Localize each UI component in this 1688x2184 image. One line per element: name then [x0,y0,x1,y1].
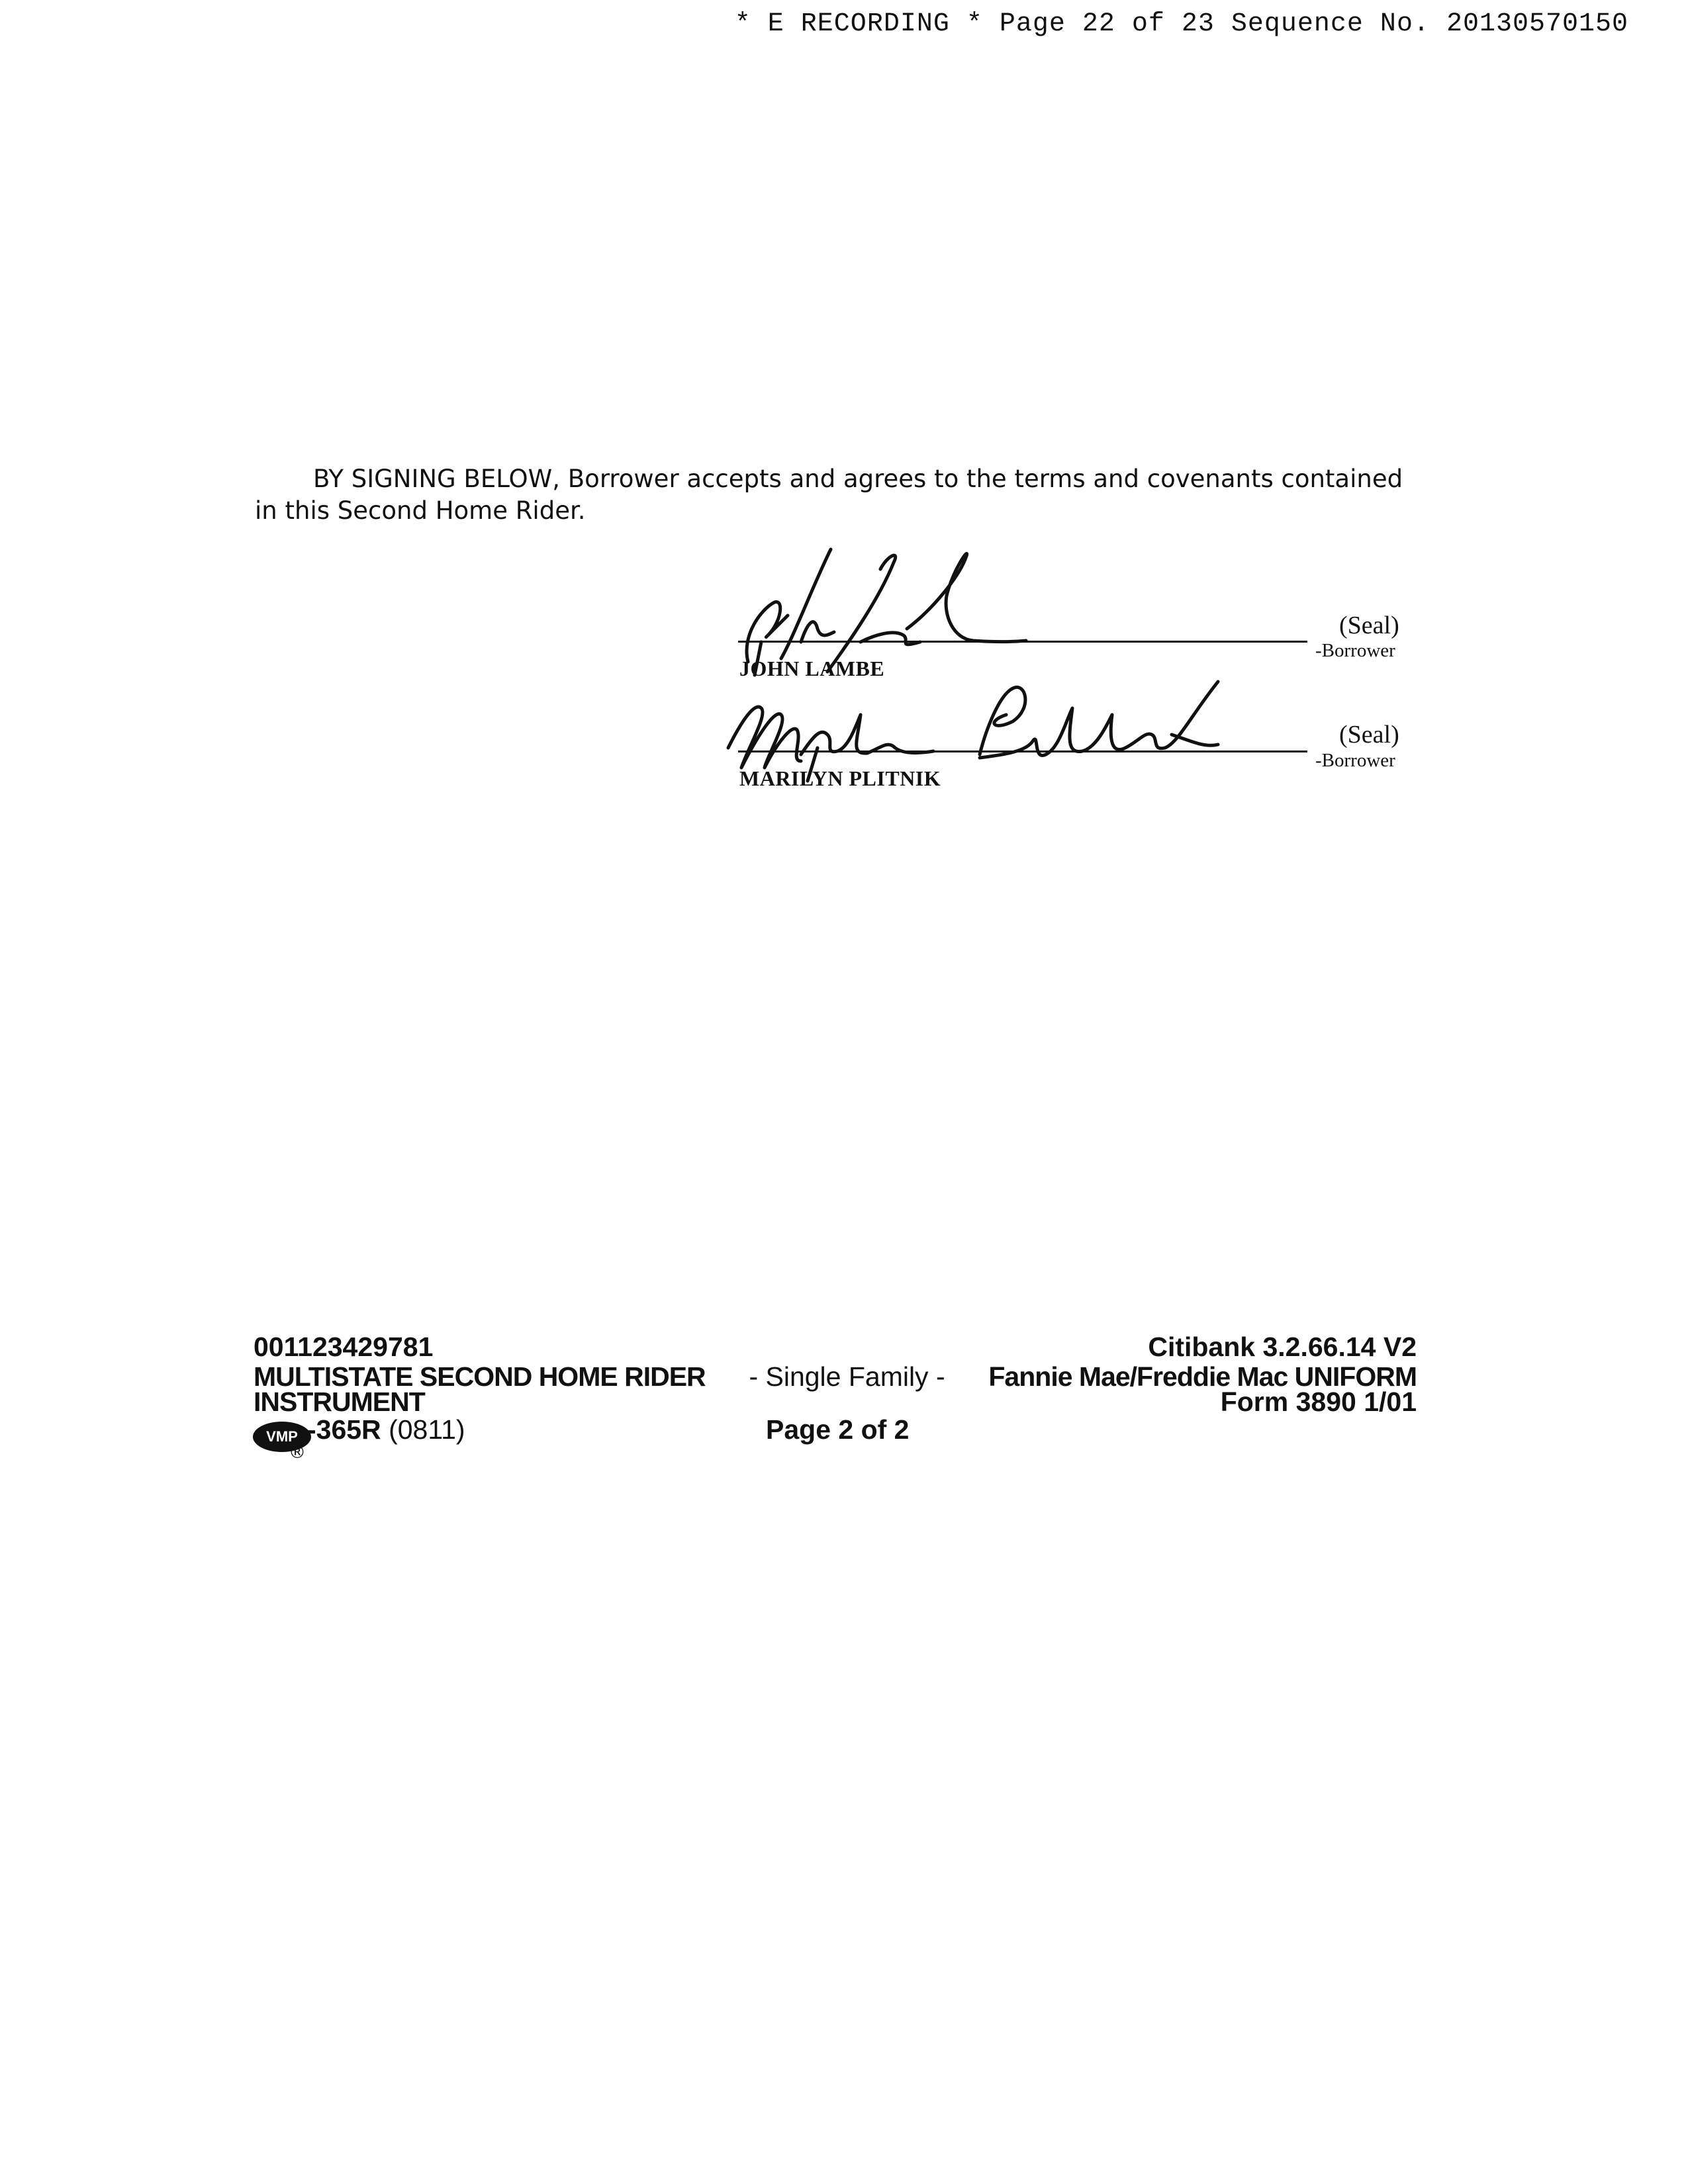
form-date: (0811) [389,1414,465,1445]
form-title-tail: Fannie Mae/Freddie Mac UNIFORM [988,1361,1417,1392]
registered-mark: ® [289,1443,306,1463]
vmp-logo-text: VMP [266,1428,298,1445]
form-code-line [307,1414,465,1445]
page-label: Page 2 of 2 [766,1414,910,1445]
signing-text: Borrower accepts and agrees to the terms and covenants contained in this Second Home Rider. [255,465,1403,525]
form-title-mid: - Single Family - [749,1361,945,1392]
signature-line-john [738,641,1307,643]
signer-name-marilyn: MARILYN PLITNIK [739,766,941,790]
loan-number: 001123429781 [254,1332,434,1362]
signing-paragraph [255,463,1420,527]
signing-lead: BY SIGNING BELOW, [313,465,561,493]
signer-name-john: JOHN LAMBE [739,657,885,680]
recording-header: * E RECORDING * Page 22 of 23 Sequence No. 20130570150 [734,9,1628,39]
form-number: Form 3890 1/01 [1220,1387,1417,1417]
form-title-line-2: INSTRUMENT [254,1387,425,1417]
seal-label-marilyn: (Seal) [1339,721,1399,749]
form-code: -365R [307,1414,381,1445]
signature-john-lambe [722,543,1092,675]
lender-version: Citibank 3.2.66.14 V2 [1148,1332,1417,1362]
form-title-bold: MULTISTATE SECOND HOME RIDER [254,1361,706,1392]
borrower-label-marilyn: -Borrower [1315,750,1395,771]
signature-line-marilyn [738,751,1307,752]
borrower-label-john: -Borrower [1315,640,1395,661]
seal-label-john: (Seal) [1339,612,1399,639]
